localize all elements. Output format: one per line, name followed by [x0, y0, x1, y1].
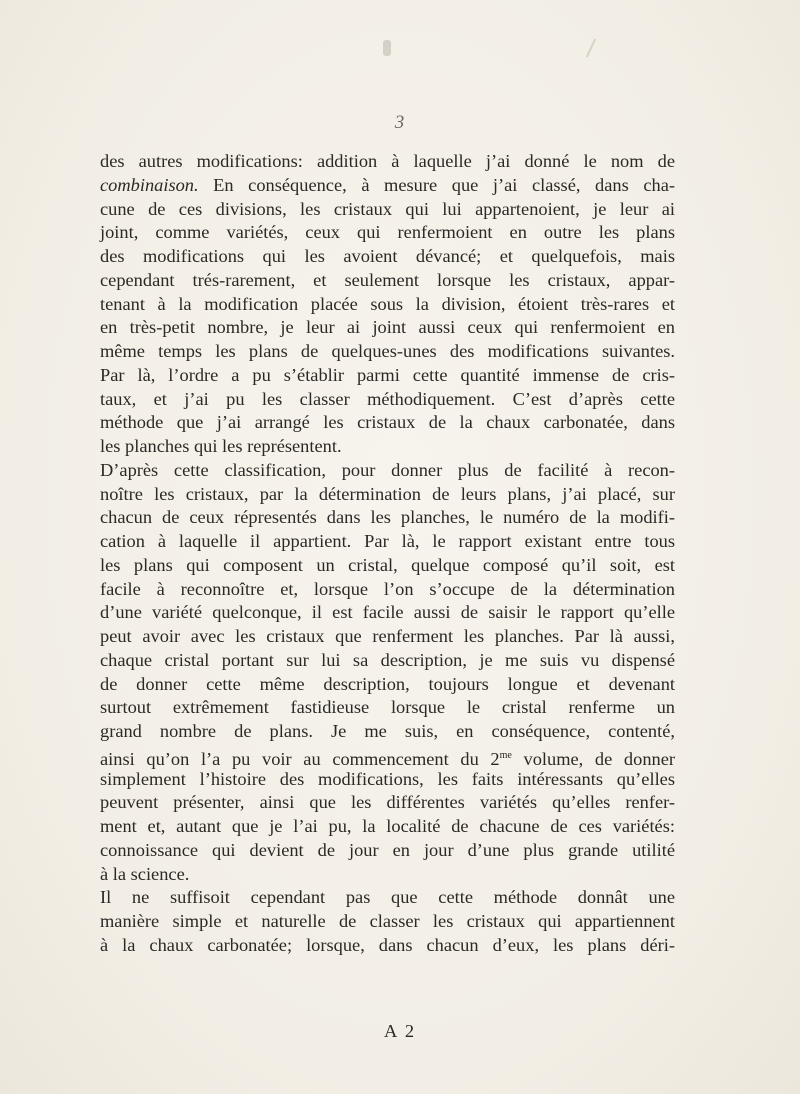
text-line: même temps les plans de quelques-unes des modifications suivantes. — [100, 341, 675, 361]
text-line: les plans qui composent un cristal, quelque composé qu’il soit, est — [100, 554, 675, 575]
text-line: chaque cristal portant sur lui sa description, je me suis vu dispensé — [100, 649, 675, 670]
text-line: cation à laquelle il appartient. Par là, le rapport existant entre tous — [100, 531, 675, 551]
page-number: 3 — [394, 112, 406, 133]
text-line: de donner cette même description, toujours longue et devenant — [100, 673, 675, 694]
text-line: à la chaux carbonatée; lorsque, dans chacun d’eux, les plans déri- — [100, 934, 675, 955]
text-line: D’après cette classification, pour donner plus de facilité à recon- — [100, 459, 675, 480]
text-line: simplement l’histoire des modifications, les faits intéressants qu’elles — [100, 768, 675, 789]
text-line: ment et, autant que je l’ai pu, la localité de chacune de ces variétés: — [100, 816, 675, 836]
page-blemish — [383, 40, 391, 56]
text-line: ainsi qu’on l’a pu voir au commencement du $2^{me}$ volume, de donner — [100, 748, 676, 769]
text-line: peuvent présenter, ainsi que les différentes variétés qu’elles renfer- — [100, 792, 675, 813]
text-line: taux, et j’ai pu les classer méthodiquement. C’est d’après cette — [100, 388, 675, 409]
text-line: cune de ces divisions, les cristaux qui lui appartenoient, je leur ai — [100, 198, 675, 219]
page-mark — [586, 39, 596, 58]
text-line: Par là, l’ordre a pu s’établir parmi cette quantité immense de cris- — [100, 364, 675, 385]
signature-mark: A 2 — [383, 1021, 417, 1041]
text-line: Il ne suffisoit cependant pas que cette méthode donnât une — [100, 887, 675, 908]
text-line: peut avoir avec les cristaux que renferment les planches. Par là aussi, — [100, 626, 675, 646]
text-line: surtout extrêmement fastidieuse lorsque le cristal renferme un — [100, 697, 675, 718]
text-line: cependant trés-rarement, et seulement lorsque les cristaux, appar- — [100, 269, 675, 290]
text-line: noître les cristaux, par la détermination de leurs plans, j’ai placé, sur — [100, 483, 675, 504]
text-line: méthode que j’ai arrangé les cristaux de la chaux carbonatée, dans — [100, 412, 675, 433]
text-line: les planches qui les représentent. — [100, 436, 342, 456]
text-line: manière simple et naturelle de classer les cristaux qui appartiennent — [100, 911, 675, 931]
text-line: facile à reconnoître et, lorsque l’on s’occupe de la détermination — [100, 578, 675, 599]
text-line: tenant à la modification placée sous la division, étoient très-rares et — [100, 293, 675, 314]
text-line: combinaison. En conséquence, à mesure que j’ai classé, dans cha- — [100, 174, 675, 195]
text-line: chacun de ceux répresentés dans les planches, le numéro de la modifi- — [100, 507, 675, 528]
text-line: connoissance qui devient de jour en jour d’une plus grande utilité — [100, 839, 675, 860]
text-line: grand nombre de plans. Je me suis, en conséquence, contenté, — [100, 721, 675, 741]
text-line: à la science. — [100, 863, 190, 884]
body-text — [100, 150, 675, 958]
text-line: en très-petit nombre, je leur ai joint aussi ceux qui renfermoient en — [100, 317, 675, 338]
text-line: des autres modifications: addition à laquelle j’ai donné le nom de — [100, 151, 675, 171]
text-line: d’une variété quelconque, il est facile aussi de saisir le rapport qu’elle — [100, 602, 675, 623]
text-line: des modifications qui les avoient dévancé; et quelquefois, mais — [100, 246, 675, 266]
text-line: joint, comme variétés, ceux qui renfermoient en outre les plans — [100, 222, 675, 243]
